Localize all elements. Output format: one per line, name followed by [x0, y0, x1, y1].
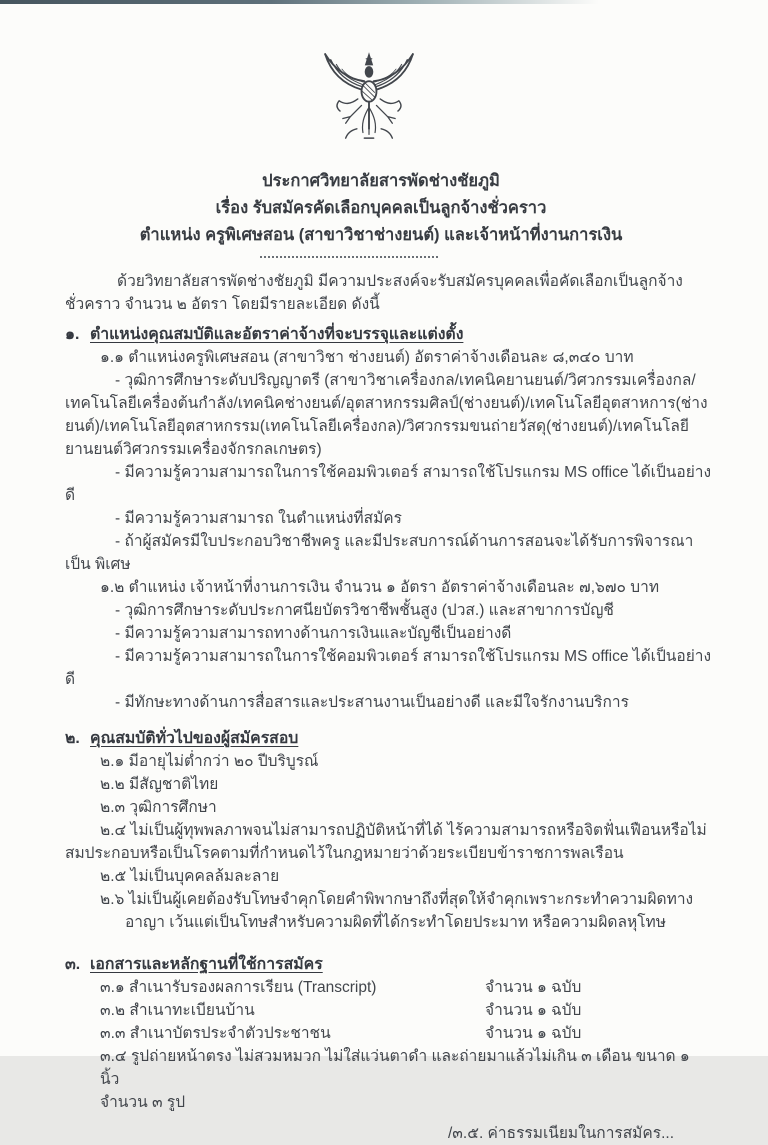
position-2-requirement: - มีความรู้ความสามารถในการใช้คอมพิวเตอร์ สามารถใช้โปรแกรม MS office ได้เป็นอย่างดี: [65, 648, 712, 688]
photo-count-line: จำนวน ๓ รูป: [100, 1094, 186, 1111]
section-1-heading: [65, 323, 713, 346]
qualification-item: ๒.๖ ไม่เป็นผู้เคยต้องรับโทษจำคุกโดยคำพิพากษาถึงที่สุดให้จำคุกเพราะกระทำความผิดทางอาญา เว้นแต่เป็นโทษสำหรับความผิดที่ได้กระทำโดยประมาท หรือความผิดลหุโทษ: [100, 891, 694, 931]
emblem-container: [45, 0, 693, 158]
section-1-heading-text: ตำแหน่งคุณสมบัติและอัตราค่าจ้างที่จะบรรจุและแต่งตั้ง: [90, 326, 464, 343]
section-1-number: ๑.: [65, 326, 80, 343]
document-count: จำนวน ๑ ฉบับ: [485, 1025, 582, 1042]
dotted-separator: [260, 255, 438, 258]
document-requirement-row: [100, 976, 713, 999]
position-1-requirement: - มีความรู้ความสามารถ ในตำแหน่งที่สมัคร: [115, 510, 402, 527]
spacer: [65, 934, 713, 946]
section-2-heading-text: คุณสมบัติทั่วไปของผู้สมัครสอบ: [90, 730, 299, 747]
document-title: [57, 168, 705, 249]
document-label: ๓.๓ สำเนาบัตรประจำตัวประชาชน: [100, 1025, 331, 1042]
qualification-item: ๒.๕ ไม่เป็นบุคคลล้มละลาย: [100, 868, 280, 885]
position-1-title: ๑.๑ ตำแหน่งครูพิเศษสอน (สาขาวิชา ช่างยนต์) อัตราค่าจ้างเดือนละ ๘,๓๔๐ บาท: [100, 349, 634, 366]
document-requirement-row: [100, 999, 713, 1022]
qualification-item: ๒.๔ ไม่เป็นผู้ทุพพลภาพจนไม่สามารถปฏิบัติหน้าที่ได้ ไร้ความสามารถหรือจิตฟั่นเฟือนหรือไม่สมประกอบหรือเป็นโรคตามที่กำหนดไว้ในกฎหมายว่าด้วยระเบียบข้าราชการพลเรือน: [65, 822, 707, 862]
section-2-heading: [65, 727, 713, 750]
document-count: จำนวน ๑ ฉบับ: [485, 1002, 582, 1019]
document-requirement-row: [100, 1022, 713, 1045]
section-3-heading-text: เอกสารและหลักฐานที่ใช้การสมัคร: [90, 956, 323, 973]
title-line-3: ตำแหน่ง ครูพิเศษสอน (สาขาวิชาช่างยนต์) และเจ้าหน้าที่งานการเงิน: [139, 226, 623, 244]
document-label: ๓.๒ สำเนาทะเบียนบ้าน: [100, 1002, 255, 1019]
intro-paragraph: ด้วยวิทยาลัยสารพัดช่างชัยภูมิ มีความประสงค์จะรับสมัครบุคคลเพื่อคัดเลือกเป็นลูกจ้างชั่วคราว จำนวน ๒ อัตรา โดยมีรายละเอียด ดังนี้: [65, 273, 683, 313]
position-2-requirement: - มีความรู้ความสามารถทางด้านการเงินและบัญชีเป็นอย่างดี: [115, 625, 512, 642]
spacer: [65, 714, 713, 720]
position-2-title: ๑.๒ ตำแหน่ง เจ้าหน้าที่งานการเงิน จำนวน ๑ อัตรา อัตราค่าจ้างเดือนละ ๗,๖๗๐ บาท: [100, 579, 660, 596]
document-requirement-row: [100, 1045, 713, 1091]
position-1-requirement: - ถ้าผู้สมัครมีใบประกอบวิชาชีพครู และมีประสบการณ์ด้านการสอนจะได้รับการพิจารณาเป็น พิเศษ: [65, 533, 694, 573]
page-continuation-note: /๓.๕. ค่าธรรมเนียมในการสมัคร...: [448, 1125, 675, 1142]
garuda-emblem-icon: [313, 46, 425, 150]
qualification-item: ๒.๓ วุฒิการศึกษา: [100, 799, 217, 816]
section-3-number: ๓.: [65, 956, 81, 973]
title-line-2: เรื่อง รับสมัครคัดเลือกบุคคลเป็นลูกจ้างชั่วคราว: [215, 199, 547, 217]
section-3-heading: [65, 953, 713, 976]
position-1-requirement: - วุฒิการศึกษาระดับปริญญาตรี (สาขาวิชาเครื่องกล/เทคนิคยานยนต์/วิศวกรรมเครื่องกล/เทคโนโลยีเครื่องต้นกำลัง/เทคนิคช่างยนต์/อุตสาหกรรมศิลป์(ช่างยนต์)/เทคโนโลยีอุตสาหการ(ช่างยนต์)/เทคโนโลยีอุตสาหกรรม(เทคโนโลยีเครื่องกล)/วิศวกรรมขนถ่ายวัสดุ(ช่างยนต์)/เทคโนโลยียานยนต์วิศวกรรมเครื่องจักรกลเกษตร): [65, 372, 708, 458]
qualification-item: ๒.๑ มีอายุไม่ต่ำกว่า ๒๐ ปีบริบูรณ์: [100, 753, 319, 770]
qualification-item: ๒.๒ มีสัญชาติไทย: [100, 776, 219, 793]
document-count: จำนวน ๑ ฉบับ: [485, 979, 582, 996]
document-label: ๓.๑ สำเนารับรองผลการเรียน (Transcript): [100, 979, 377, 996]
position-1-requirement: - มีความรู้ความสามารถในการใช้คอมพิวเตอร์ สามารถใช้โปรแกรม MS office ได้เป็นอย่างดี: [65, 464, 712, 504]
section-2-number: ๒.: [65, 730, 80, 747]
position-2-requirement: - มีทักษะทางด้านการสื่อสารและประสานงานเป็นอย่างดี และมีใจรักงานบริการ: [115, 694, 629, 711]
document-label: ๓.๔ รูปถ่ายหน้าตรง ไม่สวมหมวก ไม่ใส่แว่นตาดำ และถ่ายมาแล้วไม่เกิน ๓ เดือน ขนาด ๑ นิ้ว: [100, 1048, 690, 1088]
title-line-1: ประกาศวิทยาลัยสารพัดช่างชัยภูมิ: [262, 172, 500, 190]
position-2-requirement: - วุฒิการศึกษาระดับประกาศนียบัตรวิชาชีพชั้นสูง (ปวส.) และสาขาการบัญชี: [115, 602, 614, 619]
